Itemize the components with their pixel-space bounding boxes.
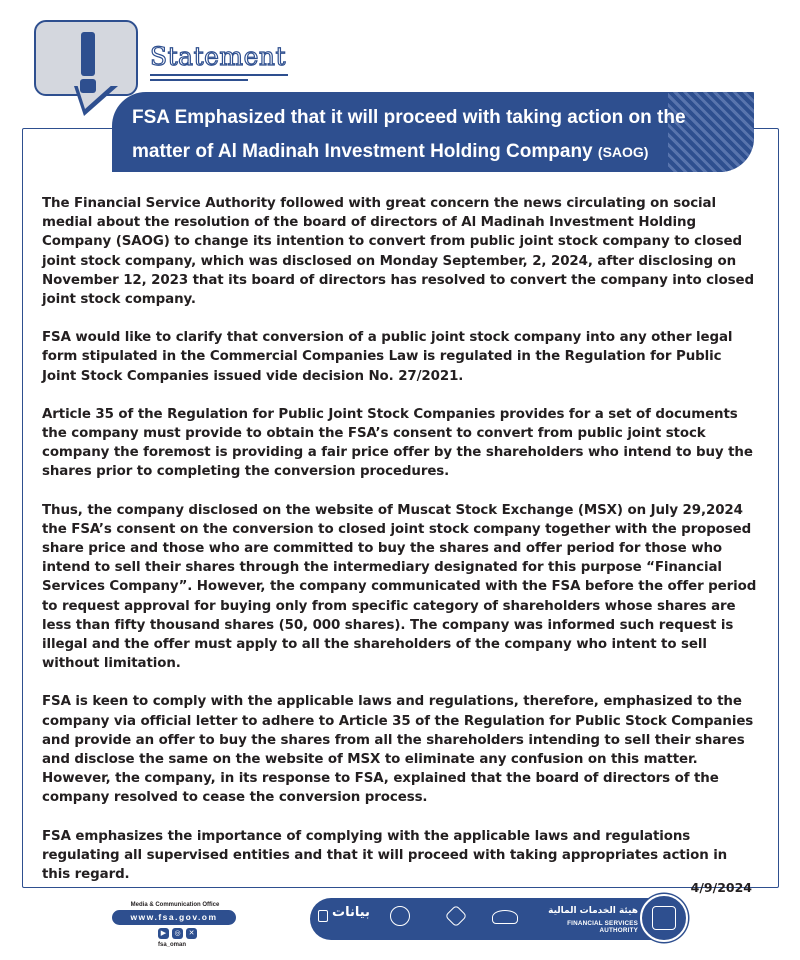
paragraph: FSA is keen to comply with the applicable laws and regulations, therefore, emphasized to the company via official letter to adhere to Article 35 of the Regulation for Public Stock Companies and provide an offer to buy the shares from all the shareholders intending to sell their shares and disclose the same on the website of MSX to eliminate any confusion on this matter. However, the company, in its response to FSA, explained that the board of directors of the company resolved to cease the conversion process. bbox=[42, 694, 754, 806]
partner-logo-icon bbox=[492, 910, 518, 924]
paragraph: Thus, the company disclosed on the website of Muscat Stock Exchange (MSX) on July 29,2024 the FSA’s consent on the conversion to closed joint stock company together with the proposed share price and those who are committed to buy the shares and offer period for those who intend to sell their shares through the intermediary designated for this purpose “Financial Services Company”. However, the company communicated with the FSA before the offer period to request approval for buying only from specific category of shareholders whose shares are less than fifty thousand shares (50, 000 shares). The company was informed such request is illegal and the offer must apply to all the shareholders of the company who intent to sell without limitation. bbox=[42, 502, 757, 672]
title-suffix: (SAOG) bbox=[597, 144, 649, 160]
youtube-icon[interactable]: ▶ bbox=[158, 928, 169, 939]
paragraph: Article 35 of the Regulation for Public Joint Stock Companies provides for a set of documents the company must provide to obtain the FSA’s consent to convert from public joint stock company the foremost is providing a fair price offer by the shareholders who intend to buy the shares prior to completing the conversion procedures. bbox=[42, 406, 753, 480]
paragraph: FSA would like to clarify that conversion of a public joint stock company into any other legal form stipulated in the Commercial Companies Law is regulated in the Regulation for Public Joint Stock Companies issued vide decision No. 27/2021. bbox=[42, 330, 733, 384]
authority-name-english: FINANCIAL SERVICES AUTHORITY bbox=[567, 920, 638, 934]
instagram-icon[interactable]: ◎ bbox=[172, 928, 183, 939]
paragraph: The Financial Service Authority followed with great concern the news circulating on social medial about the resolution of the board of directors of Al Madinah Investment Holding Company (SAOG) to change its intention to convert from public joint stock company to closed joint stock company, which was disclosed on Monday September, 2, 2024, after disclosing on November 12, 2023 that its board of directors has resolved to convert the company into closed joint stock company. bbox=[42, 196, 754, 308]
social-handle: fsa_oman bbox=[157, 942, 186, 948]
social-links bbox=[158, 928, 197, 939]
page-title bbox=[132, 101, 692, 169]
statement-label: Statement bbox=[150, 42, 287, 71]
bayanat-icon bbox=[318, 910, 328, 922]
paragraph: FSA emphasizes the importance of complying with the applicable laws and regulations regulating all supervised entities and that it will proceed with taking appropriates action in this regard. bbox=[42, 828, 728, 883]
statement-date: 4/9/2024 bbox=[690, 880, 752, 895]
statement-underline-short bbox=[150, 79, 248, 81]
partner-logo-icon bbox=[390, 906, 410, 926]
exclamation-dot bbox=[80, 79, 96, 93]
statement-body bbox=[42, 194, 758, 903]
exclamation-icon bbox=[81, 32, 95, 76]
statement-underline bbox=[150, 74, 288, 76]
x-icon[interactable]: ✕ bbox=[186, 928, 197, 939]
fsa-logo-icon bbox=[640, 894, 688, 942]
office-label: Media & Communication Office bbox=[130, 902, 220, 908]
authority-name-arabic: هيئة الخدمات المالية bbox=[548, 906, 638, 916]
bayanat-label: بيانات bbox=[332, 905, 370, 920]
fsa-logo-emblem bbox=[652, 906, 676, 930]
title-main: FSA Emphasized that it will proceed with taking action on the matter of Al Madinah Investment Holding Company bbox=[132, 107, 686, 162]
website-link[interactable]: www.fsa.gov.om bbox=[112, 910, 236, 925]
